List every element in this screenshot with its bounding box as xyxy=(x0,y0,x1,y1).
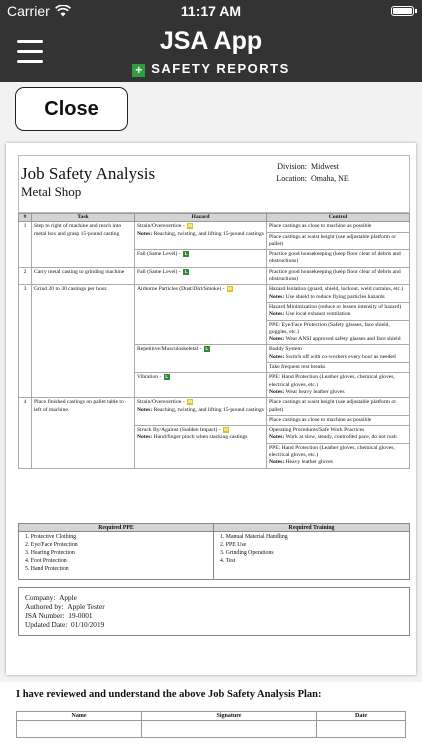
signoff-table xyxy=(16,711,406,738)
hazard-cell xyxy=(135,222,267,250)
name-cell[interactable] xyxy=(17,721,142,738)
close-button[interactable]: Close xyxy=(15,87,128,131)
list-item: 3. Grinding Operations xyxy=(220,550,274,556)
hazard-cell xyxy=(135,285,267,345)
company-line xyxy=(25,593,403,602)
document-info xyxy=(18,587,410,636)
step-number: 2 xyxy=(19,267,32,285)
control-cell xyxy=(267,250,410,268)
risk-badge: L xyxy=(205,346,209,352)
list-item: 2. PPE Use xyxy=(220,542,247,548)
control-item: PPE: Eye/Face Protection (Safety glasses, face shield, goggles, etc.) Notes: Wear ANSI approved safety glasses and face shield xyxy=(267,320,409,345)
risk-badge: L xyxy=(165,374,169,380)
jsa-table xyxy=(18,213,410,469)
column-header: # xyxy=(19,214,32,222)
list-item: 1. Protective Clothing xyxy=(25,534,77,540)
hazard-name: Struck By/Against (Sudden Impact) - xyxy=(137,427,221,434)
hazard-notes xyxy=(137,407,264,414)
location-value: Omaha, NE xyxy=(311,174,349,183)
ppe-list xyxy=(19,532,213,574)
document-subtitle: Metal Shop xyxy=(21,184,82,199)
signoff-section xyxy=(0,682,422,750)
step-number: 4 xyxy=(19,398,32,468)
column-header: Name xyxy=(17,712,142,721)
document-header xyxy=(18,155,410,213)
risk-badge: M xyxy=(224,427,228,433)
hazard-notes xyxy=(137,231,264,238)
updated-line xyxy=(25,620,403,629)
control-item: Hazard Minimization (reduce or lessen intensity of hazard) Notes: Use local exhaust ventilation xyxy=(267,302,409,320)
author-value: Apple Tester xyxy=(67,602,105,611)
training-title: Required Training xyxy=(214,524,409,532)
risk-badge: M xyxy=(188,399,192,405)
signoff-title: I have reviewed and understand the above Job Safety Analysis Plan: xyxy=(16,689,322,700)
clock: 11:17 AM xyxy=(180,3,242,19)
app-title: JSA App xyxy=(159,27,263,55)
app-subtitle xyxy=(0,61,422,77)
list-item: 3. Hearing Protection xyxy=(25,550,75,556)
step-number: 1 xyxy=(19,222,32,267)
subtitle-text: SAFETY REPORTS xyxy=(151,61,290,76)
hazard-notes xyxy=(137,434,264,441)
hazard-cell xyxy=(135,398,267,426)
column-header: Date xyxy=(317,712,406,721)
updated-value: 01/10/2019 xyxy=(71,620,105,629)
control-item: PPE: Hand Protection (Leather gloves, chemical gloves, electrical gloves, etc.) Notes: Wear heavy leather gloves xyxy=(269,374,395,395)
jsa-table-body xyxy=(19,222,410,468)
hazard-name: Fall (Same Level) - xyxy=(137,251,181,258)
hazard-cell xyxy=(135,426,267,468)
column-header: Control xyxy=(267,214,410,222)
signature-cell[interactable] xyxy=(142,721,317,738)
notes-text: Hand/finger pinch when stacking castings xyxy=(153,434,248,441)
column-header: Hazard xyxy=(135,214,267,222)
risk-badge: M xyxy=(188,223,192,229)
location-label: Location: xyxy=(276,174,307,183)
hazard-name: Vibration - xyxy=(137,374,162,381)
control-item: Operating Procedures/Safe Work Practices Notes: Work at slow, steady, controlled pace, do not rush xyxy=(269,427,397,441)
control-cell xyxy=(267,345,410,373)
hazard-cell xyxy=(135,267,267,285)
control-cell xyxy=(267,267,410,285)
hazard-name: Fall (Same Level) - xyxy=(137,268,181,275)
control-item: Hazard Isolation (guard, shield, lockout, weld curtains, etc.) Notes: Use shield to reduce flying particles hazards xyxy=(269,286,404,300)
document-title: Job Safety Analysis xyxy=(21,164,156,183)
table-row xyxy=(19,285,410,345)
control-cell xyxy=(267,222,410,250)
carrier-label: Carrier xyxy=(7,3,50,19)
ppe-training-box xyxy=(18,523,410,580)
control-item: PPE: Hand Protection (Leather gloves, chemical gloves, electrical gloves, etc.) Notes: Heavy leather gloves xyxy=(267,443,409,468)
jsa-number-value: 19-0001 xyxy=(68,611,93,620)
table-header-row xyxy=(19,214,410,222)
notes-text: Reaching, twisting, and lifting 15-pound castings xyxy=(153,406,264,413)
column-header: Signature xyxy=(142,712,317,721)
ppe-title: Required PPE xyxy=(19,524,213,532)
division-value: Midwest xyxy=(311,162,339,171)
nav-bar xyxy=(0,22,422,82)
hazard-cell xyxy=(135,345,267,373)
required-training xyxy=(214,524,409,579)
hazard-name: Strain/Overexertion - xyxy=(137,399,185,406)
notes-label: Notes: xyxy=(137,434,153,441)
table-row xyxy=(19,398,410,426)
risk-badge: M xyxy=(228,286,232,292)
date-cell[interactable] xyxy=(317,721,406,738)
list-item: 4. Test xyxy=(220,558,236,564)
notes-label: Notes: xyxy=(137,406,153,413)
list-item: 1. Manual Material Handling xyxy=(220,534,288,540)
author-label: Authored by: xyxy=(25,602,64,611)
signoff-row xyxy=(17,721,406,738)
signoff-header-row xyxy=(17,712,406,721)
list-item: 5. Hand Protection xyxy=(25,566,69,572)
jsa-number-line xyxy=(25,611,403,620)
plus-icon: + xyxy=(132,64,145,77)
task-cell: Step to right of machine and reach into metal box and grasp 15-pound casting xyxy=(32,222,135,267)
control-cell xyxy=(267,373,410,398)
control-cell xyxy=(267,426,410,468)
control-item: Place castings as close to machine as possible xyxy=(267,415,409,425)
table-row xyxy=(19,267,410,285)
notes-label: Notes: xyxy=(137,230,153,237)
hazard-cell xyxy=(135,250,267,268)
control-cell xyxy=(267,398,410,426)
required-ppe xyxy=(19,524,214,579)
task-cell: Place finished castings on pallet table to left of machine. xyxy=(32,398,135,468)
control-item: Place castings as close to machine as possible xyxy=(269,223,372,230)
jsa-document xyxy=(6,143,416,675)
training-list xyxy=(214,532,409,566)
list-item: 4. Foot Protection xyxy=(25,558,67,564)
notes-text: Reaching, twisting, and lifting 15-pound castings xyxy=(153,230,264,237)
task-cell: Carry metal casting to grinding machine xyxy=(32,267,135,285)
meta-labels xyxy=(262,161,307,185)
hazard-name: Strain/Overexertion - xyxy=(137,223,185,230)
hazard-name: Airborne Particles (Dust/Dirt/Smoke) - xyxy=(137,286,225,293)
battery-icon xyxy=(391,6,414,16)
company-label: Company: xyxy=(25,593,56,602)
division-label: Division: xyxy=(277,162,307,171)
control-cell xyxy=(267,285,410,345)
column-header: Task xyxy=(32,214,135,222)
task-cell: Grind 20 to 30 castings per hour. xyxy=(32,285,135,398)
risk-badge: L xyxy=(184,251,188,257)
control-item: Practice good housekeeping (keep floor clear of debris and obstructions) xyxy=(269,251,401,265)
control-item: Place castings at waist height (use adjustable platform or pallet) xyxy=(269,399,397,413)
author-line xyxy=(25,602,403,611)
step-number: 3 xyxy=(19,285,32,398)
control-item: Take frequent rest breaks xyxy=(267,362,409,372)
control-item: Buddy System Notes: Switch off with co-workers every hour as needed xyxy=(269,346,396,360)
company-value: Apple xyxy=(59,593,77,602)
control-item: Practice good housekeeping (keep floor clear of debris and obstructions) xyxy=(269,268,401,283)
hazard-cell xyxy=(135,373,267,398)
jsa-number-label: JSA Number: xyxy=(25,611,65,620)
table-row xyxy=(19,222,410,250)
list-item: 2. Eye/Face Protection xyxy=(25,542,78,548)
status-bar xyxy=(0,0,422,22)
control-item: Place castings at waist height (use adjustable platform or pallet) xyxy=(267,232,409,250)
updated-label: Updated Date: xyxy=(25,620,68,629)
meta-values xyxy=(311,161,349,185)
risk-badge: L xyxy=(184,268,188,274)
hazard-name: Repetitive/Musculoskeletal - xyxy=(137,346,202,353)
battery-tip xyxy=(415,9,417,13)
